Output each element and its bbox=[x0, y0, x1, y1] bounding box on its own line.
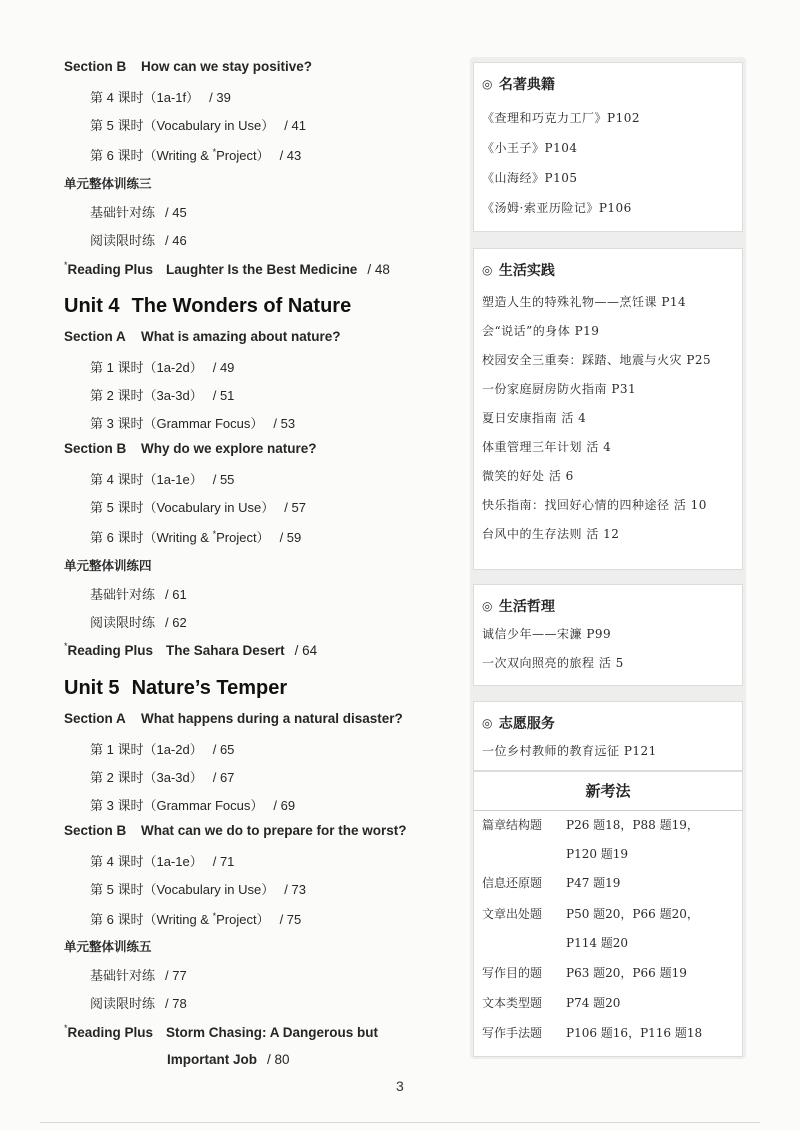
lesson-entry[interactable] bbox=[90, 413, 295, 432]
lesson-number: 第 6 课时 bbox=[90, 912, 144, 927]
lesson-entry[interactable] bbox=[90, 357, 234, 376]
unit-training-heading: 单元整体训练三 bbox=[64, 177, 152, 191]
list-item[interactable]: 塑造人生的特殊礼物——烹饪课 P14 bbox=[482, 295, 687, 309]
lesson-number: 第 4 课时 bbox=[90, 472, 144, 487]
training-entry[interactable] bbox=[90, 202, 187, 221]
training-entry[interactable] bbox=[90, 965, 187, 984]
training-entry[interactable] bbox=[90, 612, 187, 631]
card-title-text: 生活哲理 bbox=[498, 598, 555, 614]
unit-number: Unit 5 bbox=[64, 677, 120, 699]
list-item[interactable]: 诚信少年——宋濂 P99 bbox=[482, 627, 612, 641]
reading-plus-title-line2: Important Job bbox=[167, 1052, 257, 1067]
lesson-topic: （Grammar Focus） bbox=[143, 798, 264, 813]
card-title-text: 志愿服务 bbox=[498, 715, 555, 731]
lesson-number: 第 3 课时 bbox=[90, 416, 144, 431]
card-title-text: 生活实践 bbox=[498, 262, 555, 278]
lesson-entry[interactable] bbox=[90, 795, 295, 814]
lesson-topic: （1a-1e） bbox=[143, 472, 203, 487]
unit-training-heading: 单元整体训练四 bbox=[64, 559, 152, 573]
card-title-text: 名著典籍 bbox=[498, 76, 555, 92]
training-entry[interactable] bbox=[90, 230, 187, 249]
lesson-topic: （Vocabulary in Use） bbox=[143, 500, 275, 515]
question-refs[interactable]: P74 题20 bbox=[566, 996, 621, 1010]
unit-title: The Wonders of Nature bbox=[131, 295, 352, 317]
list-item[interactable]: 台风中的生存法则 活 12 bbox=[482, 527, 620, 541]
page-ref: / 39 bbox=[209, 90, 231, 105]
page-ref: / 69 bbox=[273, 798, 296, 813]
lesson-topic: （1a-2d） bbox=[143, 360, 203, 375]
page-ref: / 73 bbox=[284, 882, 306, 897]
question-refs[interactable]: P26 题18，P88 题19， bbox=[566, 818, 699, 832]
lesson-number: 第 2 课时 bbox=[90, 388, 144, 403]
list-item[interactable]: 一位乡村教师的教育远征 P121 bbox=[482, 744, 657, 758]
lesson-topic: （Vocabulary in Use） bbox=[143, 118, 275, 133]
lesson-entry[interactable] bbox=[90, 115, 306, 134]
question-refs[interactable]: P120 题19 bbox=[566, 847, 629, 861]
training-name: 基础针对练 bbox=[90, 968, 156, 983]
page-ref: / 43 bbox=[279, 148, 302, 163]
lesson-number: 第 5 课时 bbox=[90, 118, 144, 133]
card-title bbox=[482, 74, 555, 94]
question-refs[interactable]: P50 题20，P66 题20， bbox=[566, 907, 699, 921]
unit-title: Nature’s Temper bbox=[131, 677, 288, 699]
reading-plus-label: Reading Plus bbox=[67, 643, 154, 658]
section-label: Section B bbox=[64, 823, 127, 838]
training-name: 阅读限时练 bbox=[90, 615, 156, 630]
card-title bbox=[482, 260, 555, 280]
section-heading[interactable] bbox=[64, 441, 317, 456]
training-name: 基础针对练 bbox=[90, 205, 156, 220]
question-refs[interactable]: P47 题19 bbox=[566, 876, 621, 890]
lesson-number: 第 5 课时 bbox=[90, 882, 144, 897]
lesson-number: 第 1 课时 bbox=[90, 360, 144, 375]
reading-plus-entry[interactable] bbox=[64, 641, 317, 658]
classics-card bbox=[473, 62, 743, 232]
reading-plus-title: Laughter Is the Best Medicine bbox=[166, 262, 358, 277]
lesson-number: 第 1 课时 bbox=[90, 742, 144, 757]
page-ref: / 65 bbox=[212, 742, 235, 757]
card-title bbox=[482, 596, 555, 616]
list-item[interactable]: 体重管理三年计划 活 4 bbox=[482, 440, 612, 454]
reading-plus-title: Storm Chasing: A Dangerous but bbox=[166, 1025, 379, 1040]
question-refs[interactable]: P106 题16，P116 题18 bbox=[566, 1026, 703, 1040]
optional-star: * bbox=[212, 529, 217, 539]
page-ref: / 61 bbox=[165, 587, 187, 602]
target-circle-icon: ◎ bbox=[482, 716, 493, 730]
lesson-topic: （Writing & bbox=[143, 148, 213, 163]
optional-star: * bbox=[212, 147, 217, 157]
list-item[interactable]: 一份家庭厨房防火指南 P31 bbox=[482, 382, 637, 396]
training-entry[interactable] bbox=[90, 584, 187, 603]
section-label: Section A bbox=[64, 711, 126, 726]
list-item[interactable]: 《山海经》P105 bbox=[482, 171, 578, 185]
optional-star: * bbox=[64, 641, 68, 651]
lesson-topic: （3a-3d） bbox=[143, 388, 203, 403]
page-ref: / 46 bbox=[165, 233, 187, 248]
lesson-topic: （1a-1f） bbox=[143, 90, 200, 105]
lesson-number: 第 3 课时 bbox=[90, 798, 144, 813]
section-heading[interactable] bbox=[64, 823, 407, 838]
page-ref: / 53 bbox=[273, 416, 296, 431]
list-item[interactable]: 《汤姆·索亚历险记》P106 bbox=[482, 201, 632, 215]
question-refs[interactable]: P114 题20 bbox=[566, 936, 629, 950]
lesson-number: 第 5 课时 bbox=[90, 500, 144, 515]
target-circle-icon: ◎ bbox=[482, 263, 493, 277]
lesson-entry[interactable] bbox=[90, 851, 234, 870]
reading-plus-entry[interactable] bbox=[64, 1023, 378, 1040]
new-exam-card bbox=[473, 771, 743, 1057]
section-heading[interactable] bbox=[64, 329, 341, 344]
page-ref: / 78 bbox=[165, 996, 187, 1011]
new-exam-title: 新考法 bbox=[585, 782, 631, 800]
lesson-number: 第 4 课时 bbox=[90, 90, 144, 105]
practice-card bbox=[473, 248, 743, 570]
lesson-topic-rest: Project） bbox=[216, 912, 270, 927]
lesson-topic: （1a-2d） bbox=[143, 742, 203, 757]
bottom-divider bbox=[40, 1122, 760, 1123]
page-ref: / 48 bbox=[367, 262, 390, 277]
volunteer-card bbox=[473, 701, 743, 771]
page-number: 3 bbox=[396, 1078, 404, 1094]
list-item[interactable]: 快乐指南：找回好心情的四种途径 活 10 bbox=[482, 498, 707, 512]
philosophy-card bbox=[473, 584, 743, 686]
reading-plus-label: Reading Plus bbox=[67, 262, 154, 277]
target-circle-icon: ◎ bbox=[482, 77, 493, 91]
question-refs[interactable]: P63 题20，P66 题19 bbox=[566, 966, 687, 980]
lesson-entry[interactable] bbox=[90, 469, 234, 488]
training-name: 阅读限时练 bbox=[90, 996, 156, 1011]
lesson-topic-rest: Project） bbox=[216, 148, 270, 163]
lesson-entry[interactable] bbox=[90, 87, 231, 106]
reading-plus-entry-continued[interactable] bbox=[167, 1052, 290, 1067]
lesson-topic: （Grammar Focus） bbox=[143, 416, 264, 431]
page-ref: / 57 bbox=[284, 500, 306, 515]
page-ref: / 71 bbox=[212, 854, 235, 869]
question-type: 篇章结构题 bbox=[482, 818, 543, 832]
section-title: What happens during a natural disaster? bbox=[141, 711, 403, 726]
page-ref: / 64 bbox=[294, 643, 318, 658]
unit-number: Unit 4 bbox=[64, 295, 120, 317]
question-type: 文本类型题 bbox=[482, 996, 543, 1010]
reading-plus-label: Reading Plus bbox=[67, 1025, 154, 1040]
unit-heading[interactable] bbox=[64, 677, 287, 700]
lesson-entry[interactable] bbox=[90, 767, 234, 786]
card-title bbox=[482, 713, 555, 733]
list-item[interactable]: 夏日安康指南 活 4 bbox=[482, 411, 587, 425]
list-item[interactable]: 《小王子》P104 bbox=[482, 141, 578, 155]
section-heading[interactable] bbox=[64, 59, 312, 74]
page-ref: / 55 bbox=[212, 472, 235, 487]
question-type: 文章出处题 bbox=[482, 907, 543, 921]
list-item[interactable]: 《查理和巧克力工厂》P102 bbox=[482, 111, 640, 125]
page-ref: / 51 bbox=[212, 388, 235, 403]
lesson-number: 第 6 课时 bbox=[90, 530, 144, 545]
lesson-topic: （1a-1e） bbox=[143, 854, 203, 869]
page-ref: / 45 bbox=[165, 205, 187, 220]
section-title: What can we do to prepare for the worst? bbox=[141, 823, 407, 838]
section-label: Section A bbox=[64, 329, 126, 344]
training-name: 阅读限时练 bbox=[90, 233, 156, 248]
page-ref: / 80 bbox=[267, 1052, 290, 1067]
list-item[interactable]: 一次双向照亮的旅程 活 5 bbox=[482, 656, 624, 670]
page-ref: / 62 bbox=[165, 615, 187, 630]
lesson-entry[interactable] bbox=[90, 527, 301, 546]
lesson-entry[interactable] bbox=[90, 385, 234, 404]
optional-star: * bbox=[212, 911, 217, 921]
optional-star: * bbox=[64, 1023, 68, 1033]
page-ref: / 75 bbox=[279, 912, 302, 927]
training-name: 基础针对练 bbox=[90, 587, 156, 602]
lesson-entry[interactable] bbox=[90, 145, 301, 164]
lesson-topic-rest: Project） bbox=[216, 530, 270, 545]
lesson-entry[interactable] bbox=[90, 497, 306, 516]
section-title: How can we stay positive? bbox=[141, 59, 313, 74]
question-type: 写作手法题 bbox=[482, 1026, 543, 1040]
page-ref: / 49 bbox=[212, 360, 235, 375]
lesson-entry[interactable] bbox=[90, 909, 301, 928]
lesson-topic: （Writing & bbox=[143, 530, 213, 545]
lesson-entry[interactable] bbox=[90, 879, 306, 898]
section-title: Why do we explore nature? bbox=[141, 441, 317, 456]
section-label: Section B bbox=[64, 441, 127, 456]
question-type: 写作目的题 bbox=[482, 966, 543, 980]
lesson-topic: （3a-3d） bbox=[143, 770, 203, 785]
lesson-topic: （Vocabulary in Use） bbox=[143, 882, 275, 897]
page-ref: / 41 bbox=[284, 118, 306, 133]
lesson-number: 第 6 课时 bbox=[90, 148, 144, 163]
lesson-topic: （Writing & bbox=[143, 912, 213, 927]
section-heading[interactable] bbox=[64, 711, 403, 726]
section-label: Section B bbox=[64, 59, 127, 74]
lesson-number: 第 2 课时 bbox=[90, 770, 144, 785]
list-item[interactable]: 微笑的好处 活 6 bbox=[482, 469, 574, 483]
list-item[interactable]: 校园安全三重奏：踩踏、地震与火灾 P25 bbox=[482, 353, 712, 367]
training-entry[interactable] bbox=[90, 993, 187, 1012]
target-circle-icon: ◎ bbox=[482, 599, 493, 613]
list-item[interactable]: 会“说话”的身体 P19 bbox=[482, 324, 600, 338]
question-type: 信息还原题 bbox=[482, 876, 543, 890]
section-title: What is amazing about nature? bbox=[141, 329, 341, 344]
page-ref: / 77 bbox=[165, 968, 187, 983]
divider bbox=[474, 810, 742, 811]
optional-star: * bbox=[64, 260, 68, 270]
page-ref: / 67 bbox=[212, 770, 235, 785]
unit-heading[interactable] bbox=[64, 295, 351, 318]
lesson-entry[interactable] bbox=[90, 739, 234, 758]
reading-plus-title: The Sahara Desert bbox=[166, 643, 285, 658]
lesson-number: 第 4 课时 bbox=[90, 854, 144, 869]
unit-training-heading: 单元整体训练五 bbox=[64, 940, 152, 954]
reading-plus-entry[interactable] bbox=[64, 260, 390, 277]
page-ref: / 59 bbox=[279, 530, 302, 545]
